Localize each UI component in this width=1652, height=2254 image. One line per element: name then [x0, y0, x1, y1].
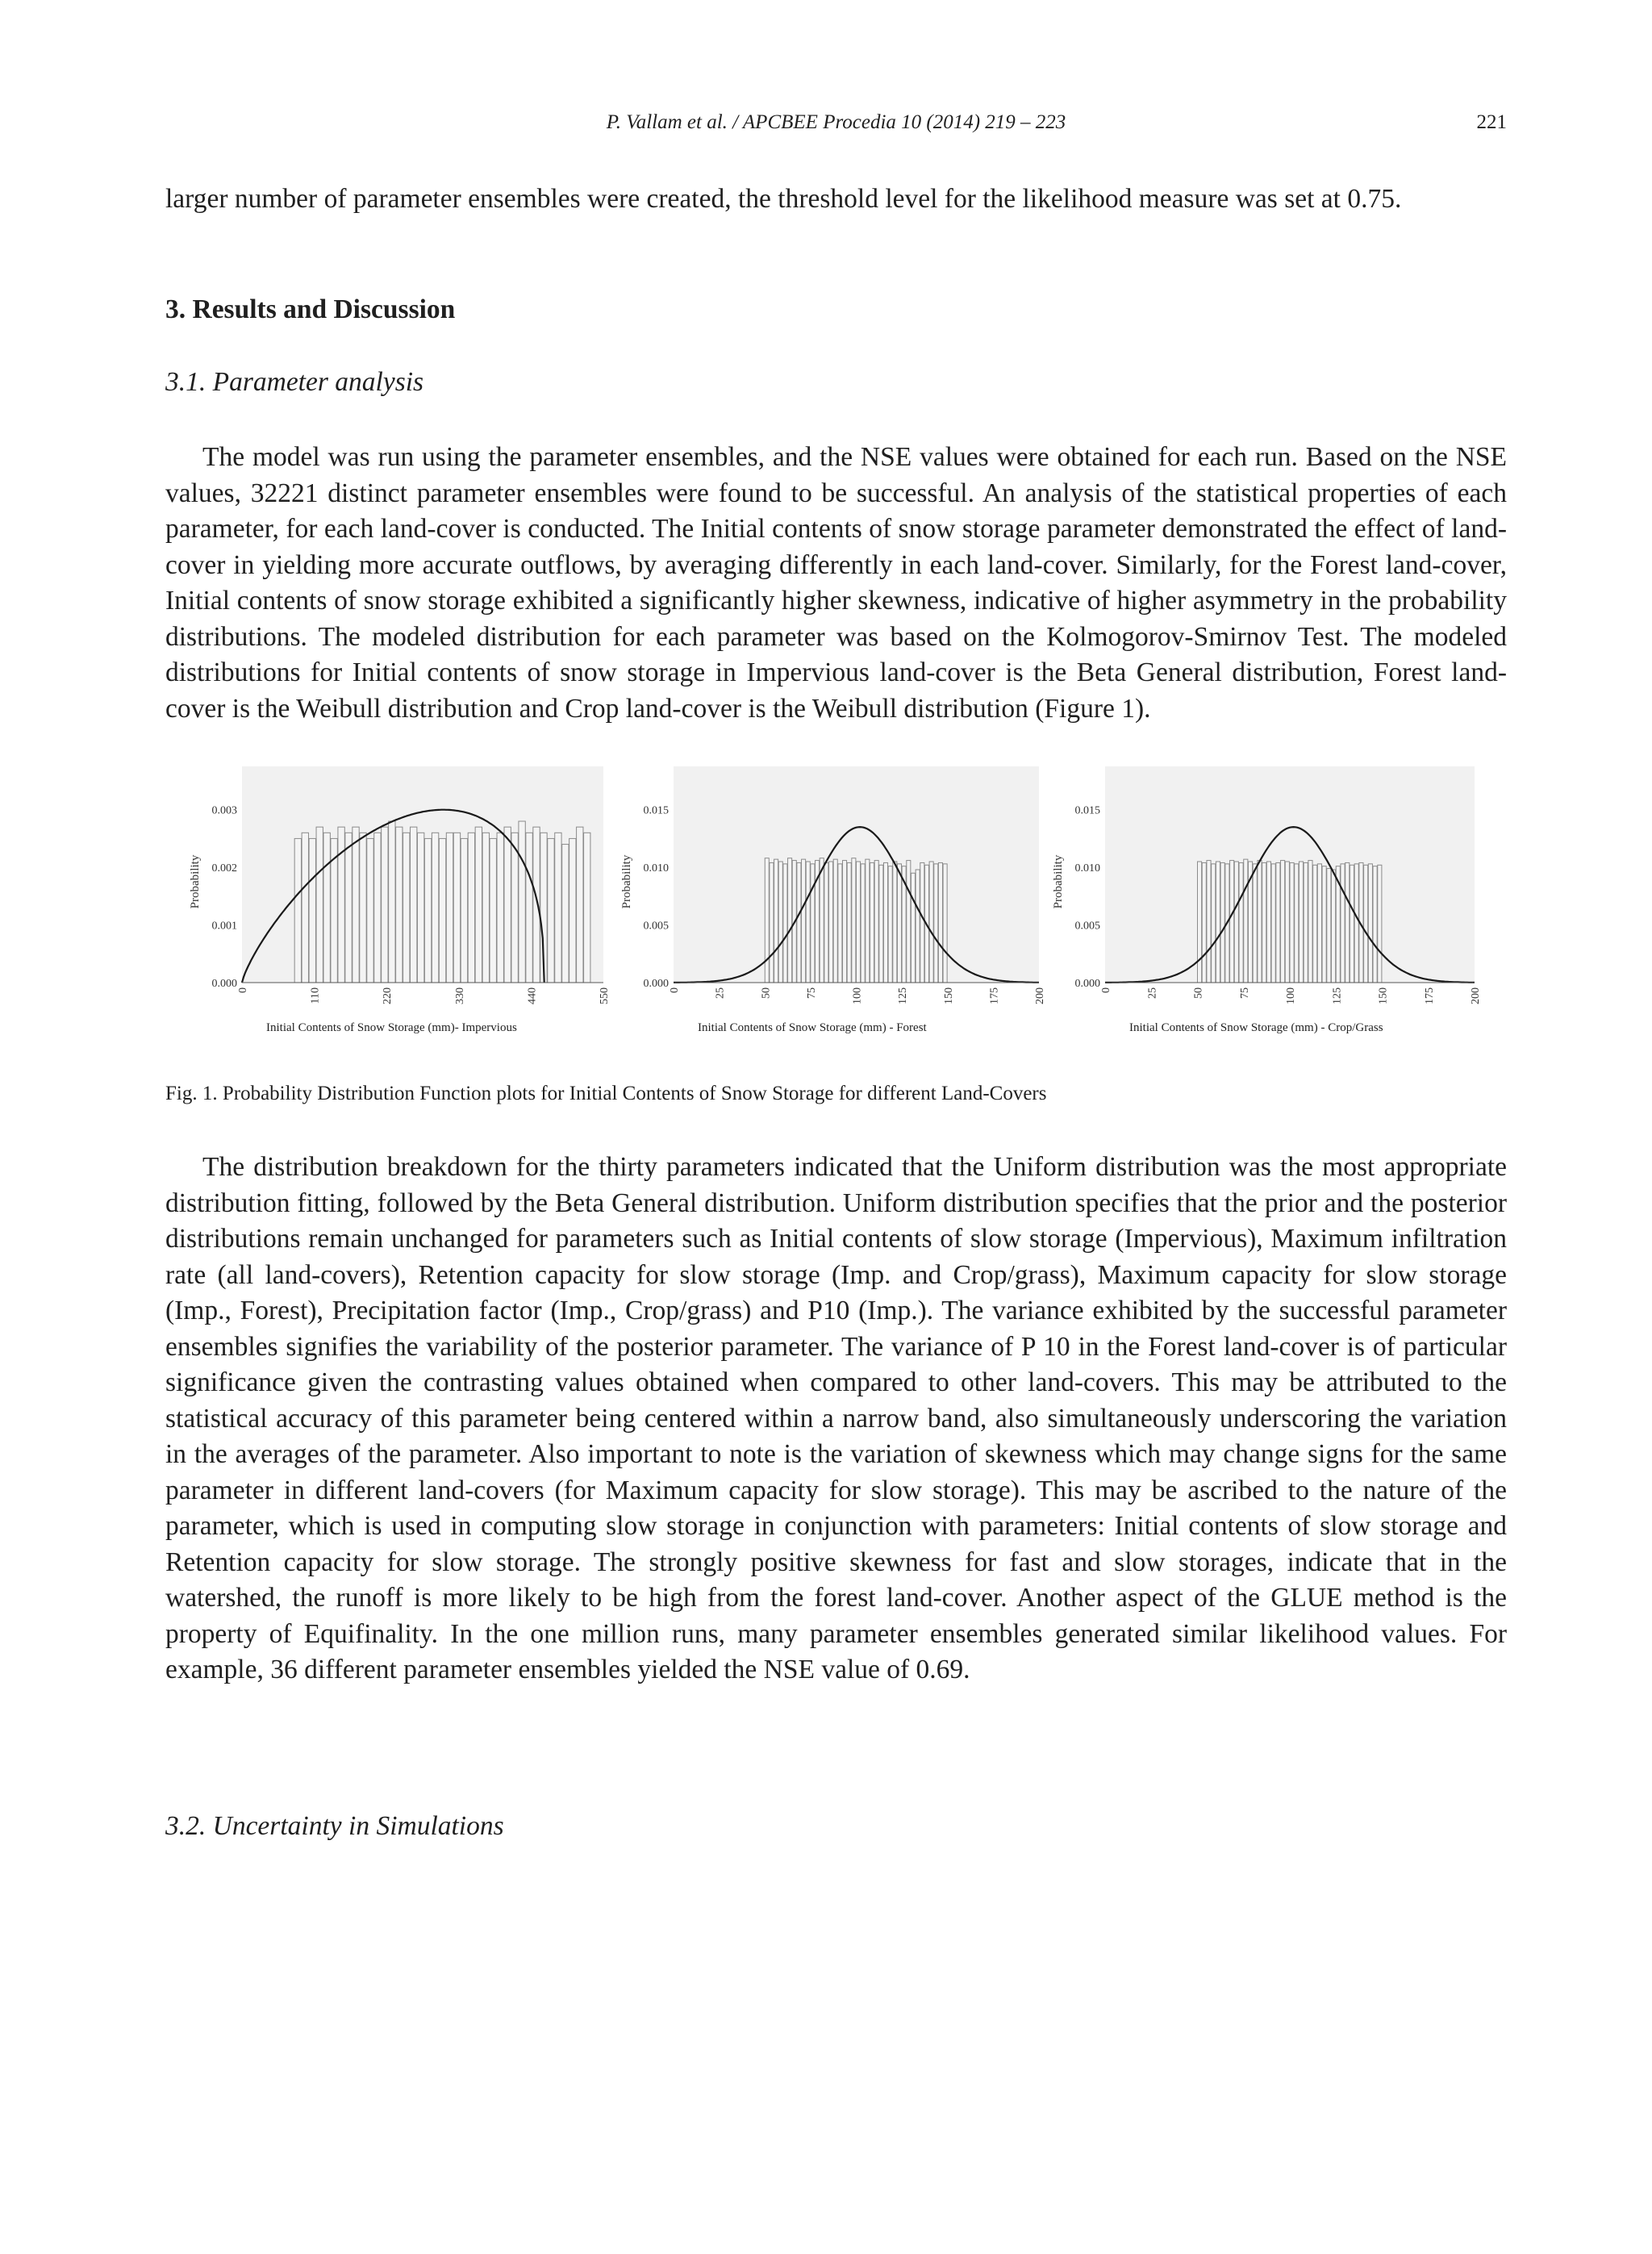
running-header	[165, 111, 1507, 144]
histogram-bar	[453, 833, 460, 983]
x-tick-label: 110	[309, 987, 322, 1004]
figure-caption: Fig. 1. Probability Distribution Function plots for Initial Contents of Snow Storage for different Land-Covers	[165, 1083, 1047, 1104]
histogram-bar	[1220, 862, 1224, 983]
histogram-bar	[1317, 864, 1321, 983]
histogram-bar	[1244, 859, 1248, 983]
histogram-bar	[482, 833, 489, 983]
histogram-bar	[577, 827, 583, 983]
histogram-bar	[774, 859, 778, 983]
histogram-bar	[1290, 862, 1294, 983]
histogram-bar	[1207, 861, 1211, 983]
histogram-bar	[920, 862, 924, 983]
histogram-bar	[847, 862, 851, 983]
y-tick-label: 0.015	[1074, 804, 1100, 817]
histogram-bar	[857, 862, 861, 983]
y-tick-label: 0.000	[1074, 978, 1100, 990]
histogram-bar	[1285, 862, 1289, 983]
x-axis-label: Initial Contents of Snow Storage (mm) - Crop/Grass	[1129, 1021, 1383, 1034]
histogram-bar	[1364, 865, 1368, 983]
x-tick-label: 175	[988, 987, 1001, 1004]
body-paragraph-1-text: The model was run using the parameter ensembles, and the NSE values were obtained for each run. Based on the NSE values, 32221 distinct parameter ensembles were found to be successful. An analysis of the statistical properties of each parameter, for each land-cover is conducted. The Initial contents of snow storage parameter demonstrated the effect of land-cover in yielding more accurate outflows, by averaging differently in each land-cover. Similarly, for the Forest land-cover, Initial contents of snow storage exhibited a significantly higher skewness, indicative of higher asymmetry in the probability distributions. The modeled distribution for each parameter was based on the Kolmogorov-Smirnov Test. The modeled distributions for Initial contents of snow storage in Impervious land-cover is the Beta General distribution, Forest land-cover is the Weibull distribution and Crop land-cover is the Weibull distribution (Figure 1).	[165, 442, 1507, 724]
histogram-bar	[820, 858, 824, 983]
histogram-bar	[424, 838, 431, 983]
histogram-bar	[833, 859, 837, 983]
body-paragraph-1	[165, 440, 1507, 727]
histogram-bar	[374, 833, 381, 983]
x-tick-label: 100	[1285, 987, 1297, 1004]
histogram-bar	[1198, 862, 1202, 983]
histogram-bar	[1322, 866, 1326, 983]
x-tick-label: 550	[599, 987, 611, 1004]
histogram-bar	[1202, 862, 1206, 983]
histogram-bar	[569, 838, 576, 983]
chart-forest-panel	[617, 766, 1049, 1045]
histogram-bar	[548, 838, 554, 983]
histogram-bar	[1276, 862, 1280, 983]
histogram-bar	[1253, 864, 1257, 983]
chart-forest	[617, 766, 1049, 1045]
y-tick-label: 0.010	[1074, 862, 1100, 875]
page-number: 221	[1476, 111, 1507, 133]
histogram-bar	[879, 865, 883, 983]
intro-text: larger number of parameter ensembles were created, the threshold level for the likelihood measure was set at 0.75.	[165, 184, 1402, 214]
y-tick-label: 0.000	[211, 978, 237, 990]
figure-1	[186, 766, 1484, 1045]
histogram-bar	[367, 838, 373, 983]
histogram-bar	[1345, 862, 1350, 983]
histogram-bar	[382, 827, 388, 983]
chart-crop	[1049, 766, 1484, 1045]
histogram-bar	[1281, 861, 1285, 983]
x-tick-label: 0	[1100, 987, 1112, 993]
histogram-bar	[870, 862, 874, 983]
chart-crop-panel	[1049, 766, 1484, 1045]
histogram-bar	[353, 827, 359, 983]
histogram-bar	[1295, 864, 1299, 983]
body-paragraph-2-text: The distribution breakdown for the thirty parameters indicated that the Uniform distribution was the most appropriate distribution fitting, followed by the Beta General distribution. Uniform distribution specifies that the prior and the posterior distributions remain unchanged for parameters such as Initial contents of slow storage (Impervious), Maximum infiltration rate (all land-covers), Retention capacity for slow storage (Imp. and Crop/grass), Maximum capacity for slow storage (Imp., Forest), Precipitation factor (Imp., Crop/grass) and P10 (Imp.). The variance exhibited by the successful parameter ensembles signifies the variability of the posterior parameter. The variance of P 10 in the Forest land-cover is of particular significance given the contrasting values obtained when compared to other land-covers. This may be attributed to the statistical accuracy of this parameter being centered within a narrow band, also simultaneously underscoring the variation in the averages of the parameter. Also important to note is the variation of skewness which may change signs for the same parameter in different land-covers (for Maximum capacity for slow storage). This may be ascribed to the nature of the parameter, which is used in computing slow storage in conjunction with parameters: Initial contents of slow storage and Retention capacity for slow storage. The strongly positive skewness for fast and slow storages, indicate that in the watershed, the runoff is more likely to be high from the forest land-cover. Another aspect of the GLUE method is the property of Equifinality. In the one million runs, many parameter ensembles generated similar likelihood values. For example, 36 different parameter ensembles yielded the NSE value of 0.69.	[165, 1152, 1507, 1684]
histogram-bar	[783, 864, 787, 983]
histogram-bar	[843, 861, 847, 983]
y-axis-label: Probability	[1052, 854, 1065, 909]
histogram-bar	[323, 833, 330, 983]
histogram-bar	[562, 845, 569, 983]
histogram-bar	[838, 864, 842, 983]
histogram-bar	[1368, 864, 1372, 983]
histogram-bar	[490, 838, 496, 983]
histogram-bar	[1262, 862, 1266, 983]
histogram-bar	[883, 862, 887, 983]
histogram-bar	[788, 858, 792, 983]
histogram-bar	[916, 870, 920, 983]
histogram-bar	[811, 864, 815, 983]
histogram-bar	[1332, 870, 1336, 983]
histogram-bar	[519, 821, 525, 983]
histogram-bar	[1354, 864, 1358, 983]
histogram-bar	[874, 861, 878, 983]
histogram-bar	[526, 833, 532, 983]
histogram-bar	[439, 838, 445, 983]
x-tick-label: 150	[1377, 987, 1390, 1004]
y-tick-label: 0.002	[211, 862, 237, 875]
histogram-bar	[929, 862, 933, 983]
subsection-heading-1: 3.1. Parameter analysis	[165, 367, 424, 397]
x-tick-label: 200	[1034, 987, 1046, 1004]
histogram-bar	[829, 862, 833, 983]
x-axis-label: Initial Contents of Snow Storage (mm) - Forest	[698, 1021, 927, 1034]
histogram-bar	[555, 833, 561, 983]
histogram-bar	[497, 833, 503, 983]
y-axis-label: Probability	[189, 854, 202, 909]
journal-citation: P. Vallam et al. / APCBEE Procedia 10 (2014) 219 – 223	[606, 111, 1066, 133]
histogram-bar	[504, 827, 511, 983]
histogram-bar	[888, 866, 892, 983]
y-axis-label: Probability	[620, 854, 633, 909]
x-tick-label: 25	[1146, 987, 1159, 999]
histogram-bar	[461, 838, 467, 983]
histogram-bar	[360, 833, 366, 983]
histogram-bar	[1341, 864, 1345, 983]
x-tick-label: 220	[382, 987, 394, 1004]
x-tick-label: 50	[760, 987, 773, 999]
x-tick-label: 125	[897, 987, 910, 1004]
histogram-bar	[1373, 866, 1377, 983]
x-axis-label: Initial Contents of Snow Storage (mm)- Impervious	[266, 1021, 517, 1034]
histogram-bar	[1378, 865, 1382, 983]
histogram-bar	[446, 833, 453, 983]
histogram-bar	[911, 873, 915, 983]
histogram-bar	[1212, 864, 1216, 983]
histogram-bar	[1239, 862, 1243, 983]
histogram-bar	[1313, 865, 1317, 983]
chart-impervious	[186, 766, 613, 1045]
histogram-bar	[1216, 862, 1220, 983]
histogram-bar	[852, 858, 856, 983]
x-tick-label: 100	[851, 987, 864, 1004]
x-tick-label: 200	[1470, 987, 1482, 1004]
histogram-bar	[770, 862, 774, 983]
histogram-bar	[1230, 861, 1234, 983]
histogram-bar	[468, 833, 474, 983]
histogram-bar	[802, 859, 806, 983]
histogram-bar	[765, 858, 769, 983]
histogram-bar	[897, 864, 901, 983]
histogram-bar	[294, 838, 301, 983]
histogram-bar	[533, 827, 540, 983]
y-tick-label: 0.005	[643, 920, 669, 933]
y-tick-label: 0.000	[643, 978, 669, 990]
histogram-bar	[907, 861, 911, 983]
x-tick-label: 25	[714, 987, 727, 999]
histogram-bar	[824, 862, 828, 983]
histogram-bar	[345, 833, 352, 983]
histogram-bar	[1266, 862, 1270, 983]
x-tick-label: 440	[526, 987, 539, 1004]
histogram-bar	[309, 838, 315, 983]
histogram-bar	[584, 833, 590, 983]
intro-paragraph	[165, 182, 1507, 218]
subsection-heading-2: 3.2. Uncertainty in Simulations	[165, 1811, 504, 1841]
y-tick-label: 0.010	[643, 862, 669, 875]
histogram-bar	[938, 862, 942, 983]
histogram-bar	[943, 864, 947, 983]
x-tick-label: 175	[1423, 987, 1436, 1004]
histogram-bar	[1234, 862, 1238, 983]
histogram-bar	[417, 833, 423, 983]
histogram-bar	[778, 862, 782, 983]
histogram-bar	[1327, 869, 1331, 983]
y-tick-label: 0.003	[211, 804, 237, 817]
histogram-bar	[1271, 864, 1275, 983]
histogram-bar	[893, 862, 897, 983]
body-paragraph-2	[165, 1150, 1507, 1688]
section-heading: 3. Results and Discussion	[165, 294, 456, 324]
chart-impervious-panel	[186, 766, 613, 1045]
x-tick-label: 125	[1331, 987, 1344, 1004]
histogram-bar	[934, 864, 938, 983]
histogram-bar	[396, 827, 403, 983]
histogram-bar	[432, 833, 438, 983]
histogram-bar	[797, 862, 801, 983]
histogram-bar	[861, 864, 865, 983]
x-tick-label: 50	[1192, 987, 1205, 999]
histogram-bar	[511, 833, 518, 983]
histogram-bar	[316, 827, 323, 983]
y-tick-label: 0.005	[1074, 920, 1100, 933]
histogram-bar	[302, 833, 308, 983]
histogram-bar	[411, 827, 417, 983]
y-tick-label: 0.015	[643, 804, 669, 817]
histogram-bar	[1299, 862, 1303, 983]
histogram-bars	[1198, 859, 1382, 983]
histogram-bar	[1258, 861, 1262, 983]
x-tick-label: 75	[805, 987, 818, 999]
histogram-bar	[806, 862, 810, 983]
histogram-bar	[1308, 861, 1312, 983]
x-tick-label: 0	[669, 987, 681, 993]
x-tick-label: 150	[942, 987, 955, 1004]
histogram-bars	[294, 821, 590, 983]
y-tick-label: 0.001	[211, 920, 237, 933]
x-tick-label: 0	[237, 987, 249, 993]
histogram-bar	[1304, 862, 1308, 983]
x-tick-label: 330	[453, 987, 466, 1004]
histogram-bars	[765, 858, 947, 983]
histogram-bar	[403, 833, 410, 983]
histogram-bar	[866, 859, 870, 983]
x-tick-label: 75	[1238, 987, 1251, 999]
histogram-bar	[475, 827, 482, 983]
histogram-bar	[1350, 865, 1354, 983]
histogram-bar	[389, 821, 395, 983]
